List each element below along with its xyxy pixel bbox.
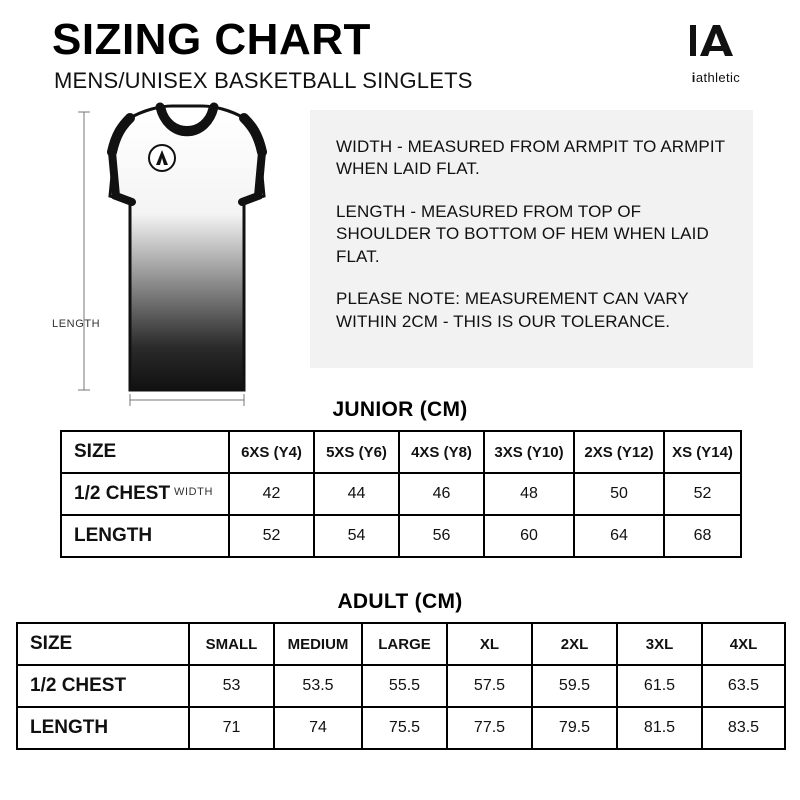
adult-size-col: LARGE <box>362 623 447 665</box>
junior-cell: 56 <box>399 515 484 557</box>
junior-size-col: 6XS (Y4) <box>229 431 314 473</box>
length-dimension-label: LENGTH <box>52 318 101 330</box>
note-width: WIDTH - MEASURED FROM ARMPIT TO ARMPIT WHEN LAID FLAT. <box>336 137 725 179</box>
junior-cell: 52 <box>664 473 741 515</box>
junior-size-col: 2XS (Y12) <box>574 431 664 473</box>
junior-cell: 50 <box>574 473 664 515</box>
adult-cell: 71 <box>189 707 274 749</box>
junior-size-section <box>60 398 740 558</box>
table-row <box>17 623 785 665</box>
adult-cell: 83.5 <box>702 707 785 749</box>
adult-cell: 79.5 <box>532 707 617 749</box>
adult-cell: 57.5 <box>447 665 532 707</box>
junior-size-col: 4XS (Y8) <box>399 431 484 473</box>
adult-table-title: ADULT (CM) <box>337 590 463 613</box>
adult-size-col: SMALL <box>189 623 274 665</box>
adult-cell: 53.5 <box>274 665 362 707</box>
table-row <box>61 431 741 473</box>
adult-cell: 75.5 <box>362 707 447 749</box>
adult-size-section <box>16 590 784 750</box>
table-row <box>17 665 785 707</box>
junior-cell: 68 <box>664 515 741 557</box>
adult-header-size: SIZE <box>17 623 189 665</box>
adult-size-col: MEDIUM <box>274 623 362 665</box>
adult-row-label: LENGTH <box>17 707 189 749</box>
header <box>52 15 752 94</box>
adult-cell: 63.5 <box>702 665 785 707</box>
junior-cell: 44 <box>314 473 399 515</box>
adult-size-col: XL <box>447 623 532 665</box>
brand-prefix: i <box>691 70 696 85</box>
table-row <box>61 515 741 557</box>
junior-cell: 42 <box>229 473 314 515</box>
junior-size-table <box>60 430 742 558</box>
junior-cell: 52 <box>229 515 314 557</box>
ia-monogram-icon <box>687 22 745 68</box>
adult-cell: 81.5 <box>617 707 702 749</box>
adult-cell: 61.5 <box>617 665 702 707</box>
adult-cell: 77.5 <box>447 707 532 749</box>
junior-cell: 46 <box>399 473 484 515</box>
note-length: LENGTH - MEASURED FROM TOP OF SHOULDER TO BOTTOM OF HEM WHEN LAID FLAT. <box>336 201 709 266</box>
measurement-notes <box>310 110 753 368</box>
junior-row-label: LENGTH <box>61 515 229 557</box>
adult-cell: 53 <box>189 665 274 707</box>
adult-size-col: 2XL <box>532 623 617 665</box>
junior-table-title: JUNIOR (CM) <box>332 398 468 421</box>
table-row <box>17 707 785 749</box>
page-title: SIZING CHART <box>52 15 371 64</box>
adult-cell: 55.5 <box>362 665 447 707</box>
adult-size-table <box>16 622 786 750</box>
junior-row-label: 1/2 CHEST <box>61 473 229 515</box>
brand-wordmark <box>670 70 762 85</box>
adult-size-col: 4XL <box>702 623 785 665</box>
junior-size-col: 3XS (Y10) <box>484 431 574 473</box>
junior-size-col: XS (Y14) <box>664 431 741 473</box>
page-subtitle: MENS/UNISEX BASKETBALL SINGLETS <box>54 68 473 93</box>
junior-cell: 60 <box>484 515 574 557</box>
adult-cell: 74 <box>274 707 362 749</box>
junior-header-size: SIZE <box>61 431 229 473</box>
adult-cell: 59.5 <box>532 665 617 707</box>
adult-row-label: 1/2 CHEST <box>17 665 189 707</box>
brand-name: athletic <box>695 70 741 85</box>
width-dimension-label: WIDTH <box>174 486 214 498</box>
adult-size-col: 3XL <box>617 623 702 665</box>
junior-size-col: 5XS (Y6) <box>314 431 399 473</box>
junior-cell: 48 <box>484 473 574 515</box>
junior-cell: 64 <box>574 515 664 557</box>
brand-logo <box>670 22 762 94</box>
junior-cell: 54 <box>314 515 399 557</box>
table-row <box>61 473 741 515</box>
note-tolerance: PLEASE NOTE: MEASUREMENT CAN VARY WITHIN 2CM - THIS IS OUR TOLERANCE. <box>336 289 689 331</box>
